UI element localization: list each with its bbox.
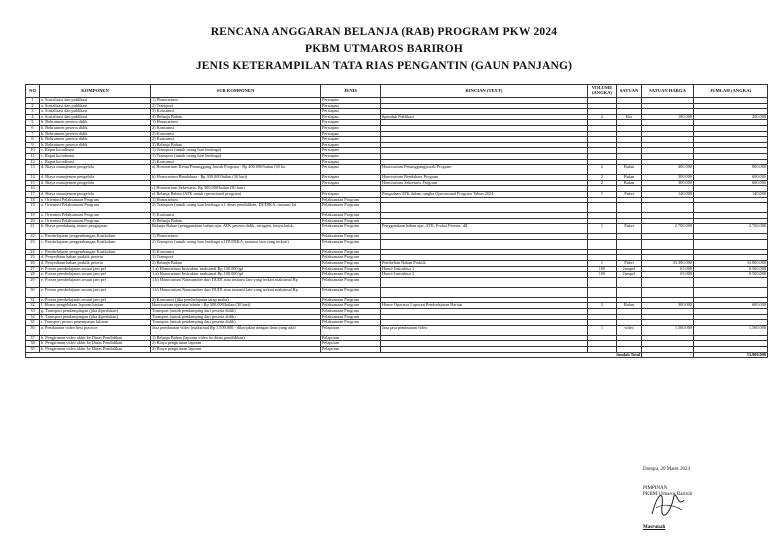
cell-no: 32 — [26, 303, 40, 309]
cell-sub: Belanja Bahan (penggandaan bahan ajar, ATK peserta didik, seragam, hasyu,batik, — [151, 224, 321, 234]
cell-jenis: Persiapan — [321, 165, 381, 175]
cell-sub: 3) Konsumsi — [151, 249, 321, 255]
cell-sub: 2) Konsumsi — [151, 125, 321, 131]
cell-sub: 1) Honorarium — [151, 120, 321, 126]
cell-sub: 2) Konsumsi — [151, 131, 321, 137]
cell-sub: Transport (untuk pendamping dari peserta didik) — [151, 314, 321, 320]
cell-no: 34 — [26, 314, 40, 320]
cell-jumlah — [694, 277, 768, 287]
cell-jenis: Persiapan — [321, 159, 381, 165]
cell-volume: 2 — [588, 114, 617, 120]
cell-jenis: Pelaksanaan Program — [321, 297, 381, 303]
cell-jenis: Pelaporan — [321, 347, 381, 353]
cell-satuan: Jampel — [617, 266, 642, 272]
cell-rincian: Spanduk Publikasi — [381, 114, 588, 120]
cell-no: 31 — [26, 297, 40, 303]
cell-sub: 2) Transport — [151, 103, 321, 109]
cell-volume: 2 — [588, 180, 617, 186]
cell-no: 15 — [26, 180, 40, 186]
cell-no: 12 — [26, 159, 40, 165]
cell-jenis: Pelaksanaan Program — [321, 224, 381, 234]
total-row — [26, 352, 768, 358]
cell-satuan: Jampel — [617, 272, 642, 278]
table-row — [26, 239, 768, 249]
cell-komponen: a. Sosialisasi dan publikasi — [40, 109, 151, 115]
cell-rincian: Honorarium Bendahara Program — [381, 175, 588, 181]
cell-sub: 1) Transport (untuk orang luar lembaga) — [151, 148, 321, 154]
cell-no: 36 — [26, 325, 40, 335]
cell-no: 10 — [26, 148, 40, 154]
cell-no: 3 — [26, 109, 40, 115]
cell-satuan: Paket — [617, 224, 642, 234]
cell-jenis: Pelaporan — [321, 341, 381, 347]
cell-sub: 1.b) Honorarium Narasumber dari DUDI atau instansi lain yang terkait maksimal Rp — [151, 287, 321, 297]
cell-sub: 2) Belanja Bahan — [151, 261, 321, 267]
cell-komponen: e. Proses pembelajaran sesuai jam pel — [40, 266, 151, 272]
cell-sub: 1) Belanja Bahan (laporan video ke dinas pendidikan) — [151, 335, 321, 341]
cell-sub: 2) Transport (untuk orang luar lembaga a.l DUDIKA, instansi lain yang terkait) — [151, 239, 321, 249]
cell-rincian: Honor Instruktur 1 — [381, 266, 588, 272]
cell-sub: 2) Transport (untuk orang luar lembaga a.l. dinas pendidikan, DUDIKA, instansi lai — [151, 203, 321, 213]
cell-komponen: b. Rekrutmen peserta didik — [40, 125, 151, 131]
cell-jenis: Persiapan — [321, 153, 381, 159]
cell-komponen: c. Pembelajaran pengembangan Kurikulum — [40, 234, 151, 240]
cell-sub: a) Honorarium Ketua/Penanggung Jawab Program : Rp 400.000/bulan (30 ha — [151, 165, 321, 175]
cell-jenis: Persiapan — [321, 137, 381, 143]
title-line-1: RENCANA ANGGARAN BELANJA (RAB) PROGRAM PKW 2024 — [210, 26, 558, 38]
cell-harga: 100.000 — [642, 114, 694, 120]
cell-jenis: Pelaksanaan Program — [321, 249, 381, 255]
cell-harga — [642, 277, 694, 287]
cell-harga: 65.000 — [642, 266, 694, 272]
cell-komponen: b. Pengiriman video akhir ke Dinas Pendidikan — [40, 335, 151, 341]
cell-volume: 1 — [588, 325, 617, 335]
cell-sub: 1.a) Honorarium Instruktur maksimal Rp 100.000/jpl — [151, 272, 321, 278]
cell-volume: 100 — [588, 272, 617, 278]
header-jenis: JENIS — [321, 85, 381, 98]
header-jumlah: JUMLAH (ANGKA) — [694, 85, 768, 98]
cell-no: 26 — [26, 261, 40, 267]
total-value: 53.900.000 — [694, 352, 768, 358]
cell-satuan: Bulan — [617, 180, 642, 186]
cell-komponen: d. Biaya manajemen pengelola — [40, 165, 151, 175]
cell-no: 8 — [26, 137, 40, 143]
cell-komponen: d. Penyediaan bahan praktik peserta — [40, 255, 151, 261]
cell-jumlah: 6.500.000 — [694, 266, 768, 272]
cell-no: 5 — [26, 120, 40, 126]
cell-satuan: Paket — [617, 261, 642, 267]
cell-no: 24 — [26, 249, 40, 255]
cell-jenis: Pelaksanaan Program — [321, 239, 381, 249]
cell-komponen: e. Proses pembelajaran sesuai jam pel — [40, 287, 151, 297]
cell-komponen: c. Rapat koordinasi — [40, 153, 151, 159]
cell-komponen: e. Proses pembelajaran sesuai jam pel — [40, 297, 151, 303]
cell-jenis: Pelaksanaan Program — [321, 197, 381, 203]
cell-jenis: Persiapan — [321, 175, 381, 181]
cell-sub: 1) Honorarium — [151, 197, 321, 203]
cell-jenis: Pelaksanaan Program — [321, 303, 381, 309]
cell-komponen: b. Pengiriman video akhir ke Dinas Pendidikan — [40, 347, 151, 353]
cell-volume — [588, 203, 617, 213]
table-row — [26, 203, 768, 213]
cell-komponen: d. Biaya manajemen pengelola — [40, 175, 151, 181]
cell-komponen: b. Biaya pendukung materi pengajaran — [40, 224, 151, 234]
cell-komponen: b. Rekrutmen peserta didik — [40, 137, 151, 143]
title-line-3: JENIS KETERAMPILAN TATA RIAS PENGANTIN (GAUN PANJANG) — [195, 60, 573, 72]
cell-no: 33 — [26, 309, 40, 315]
cell-no: 6 — [26, 125, 40, 131]
total-blank — [642, 352, 694, 358]
cell-satuan — [617, 277, 642, 287]
cell-sub: 3) Konsumsi — [151, 109, 321, 115]
cell-no: 25 — [26, 255, 40, 261]
header-no: NO — [26, 85, 40, 98]
cell-rincian: Honorarium Penanggungjawab Program — [381, 165, 588, 175]
cell-no: 35 — [26, 320, 40, 326]
cell-harga: 300.000 — [642, 175, 694, 181]
cell-sub: 1.a) Honorarium Instruktur maksimal Rp 100.000/jpl — [151, 266, 321, 272]
cell-no: 16 — [26, 186, 40, 192]
cell-jumlah: 1.560.000 — [694, 325, 768, 335]
cell-jenis: Persiapan — [321, 120, 381, 126]
cell-sub: b) Honorarium Bendahara : Rp 300.000/bulan (30 hari) — [151, 175, 321, 181]
header-sub-komponen: SUB KOMPONEN — [151, 85, 321, 98]
cell-jumlah: 33.800.000 — [694, 261, 768, 267]
cell-no: 39 — [26, 347, 40, 353]
cell-jenis: Persiapan — [321, 98, 381, 104]
table-row — [26, 287, 768, 297]
cell-satuan: Bulan — [617, 303, 642, 309]
document-title-block — [0, 24, 768, 75]
cell-jumlah: 200.000 — [694, 114, 768, 120]
cell-komponen: b. Rekrutmen peserta didik — [40, 142, 151, 148]
cell-harga: 300.000 — [642, 303, 694, 309]
cell-jenis: Pelaksanaan Program — [321, 255, 381, 261]
cell-komponen: c. Pembelajaran pengembangan Kurikulum — [40, 249, 151, 255]
cell-no: 13 — [26, 165, 40, 175]
cell-sub: 1) Honorarium — [151, 98, 321, 104]
rab-table — [25, 84, 768, 358]
cell-no: 22 — [26, 234, 40, 240]
cell-satuan: Eks — [617, 114, 642, 120]
cell-no: 29 — [26, 277, 40, 287]
cell-no: 28 — [26, 272, 40, 278]
cell-jenis: Persiapan — [321, 180, 381, 186]
cell-komponen: d. Biaya manajemen pengelola — [40, 180, 151, 186]
cell-komponen: e. Proses pembelajaran sesuai jam pel — [40, 277, 151, 287]
cell-no: 18 — [26, 197, 40, 203]
cell-rincian — [381, 203, 588, 213]
cell-sub: 2) Konsumsi — [151, 159, 321, 165]
cell-komponen: c. Pembelajaran pengembangan Kurikulum — [40, 239, 151, 249]
cell-jumlah: 2.700.000 — [694, 224, 768, 234]
cell-sub: 1) Transport — [151, 255, 321, 261]
cell-jenis: Persiapan — [321, 109, 381, 115]
cell-sub: 4) Belanja Bahan — [151, 114, 321, 120]
cell-komponen: g. Transport pendampingan (jika diperlukan) — [40, 309, 151, 315]
cell-volume — [588, 287, 617, 297]
cell-rincian: Jasa jasa pembuatan video — [381, 325, 588, 335]
total-label: Jumlah Total — [26, 352, 642, 358]
cell-sub: Honorarium operator/admin : Rp 300.000/bulan (30 hari) — [151, 303, 321, 309]
cell-satuan: Bulan — [617, 165, 642, 175]
cell-satuan — [617, 239, 642, 249]
cell-komponen: d. Penyediaan bahan praktik peserta — [40, 261, 151, 267]
cell-sub: 1.b) Honorarium Narasumber dari DUDI atau instansi lain yang terkait maksimal Rp — [151, 277, 321, 287]
cell-komponen: a. Orientasi Pelaksanaan Program — [40, 197, 151, 203]
cell-jumlah: 600.000 — [694, 180, 768, 186]
cell-jumlah: 140.000 — [694, 191, 768, 197]
table-row — [26, 325, 768, 335]
cell-rincian: Penggandaan bahan ajar, ATK, Proksi Peserta, dll — [381, 224, 588, 234]
cell-komponen: a. Sosialisasi dan publikasi — [40, 98, 151, 104]
cell-sub: c) Honorarium Sekretaris: Rp 300.000/bulan (30 hari) — [151, 186, 321, 192]
cell-komponen: a. Sosialisasi dan publikasi — [40, 103, 151, 109]
cell-harga: 65.000 — [642, 272, 694, 278]
signature-name: Masrunah — [643, 525, 666, 530]
cell-harga — [642, 203, 694, 213]
cell-sub: 4) Belanja Bahan — [151, 218, 321, 224]
cell-volume: 1 — [588, 191, 617, 197]
cell-no: 4 — [26, 114, 40, 120]
cell-no: 9 — [26, 142, 40, 148]
cell-jumlah: 600.000 — [694, 175, 768, 181]
cell-no: 37 — [26, 335, 40, 341]
cell-harga: 400.000 — [642, 165, 694, 175]
cell-jumlah — [694, 287, 768, 297]
cell-no: 17 — [26, 191, 40, 197]
cell-volume — [588, 277, 617, 287]
cell-jenis: Pelaporan — [321, 335, 381, 341]
cell-jenis: Pelaksanaan Program — [321, 261, 381, 267]
cell-sub: 1) Transport (untuk orang luar lembaga) — [151, 153, 321, 159]
header-volume: VOLUME (ANGKA) — [588, 85, 617, 98]
cell-satuan: Paket — [617, 191, 642, 197]
cell-rincian — [381, 287, 588, 297]
cell-rincian: Honor Operator Laporan Pembelajaran Harian — [381, 303, 588, 309]
cell-komponen: i. Transport proses penempatan lulusan — [40, 320, 151, 326]
cell-komponen: d. Biaya manajemen pengelola — [40, 191, 151, 197]
header-satuan: SATUAN — [617, 85, 642, 98]
cell-jenis: Pelaksanaan Program — [321, 213, 381, 219]
cell-jenis: Pelaksanaan Program — [321, 234, 381, 240]
table-row — [26, 165, 768, 175]
title-line-2: PKBM UTMAROS BARIROH — [305, 43, 463, 55]
cell-sub: e) Belanja Bahan (ATK untuk operasional program) — [151, 191, 321, 197]
cell-no: 1 — [26, 98, 40, 104]
cell-no: 23 — [26, 239, 40, 249]
signature-place-date: Dompu, 20 Maret 2024 — [643, 467, 690, 472]
cell-volume — [588, 239, 617, 249]
cell-jenis: Pelaksanaan Program — [321, 203, 381, 213]
cell-rincian: Pembelian Bahan Praktik — [381, 261, 588, 267]
cell-jenis: Pelaksanaan Program — [321, 272, 381, 278]
cell-jumlah: 800.000 — [694, 165, 768, 175]
cell-rincian — [381, 239, 588, 249]
cell-jenis: Pelaksanaan Program — [321, 287, 381, 297]
cell-komponen: b. Pengiriman video akhir ke Dinas Pendidikan — [40, 341, 151, 347]
cell-komponen: h. Transport pendampingan (jika diperlukan) — [40, 314, 151, 320]
cell-no: 38 — [26, 341, 40, 347]
cell-no: 27 — [26, 266, 40, 272]
cell-komponen: b. Rekrutmen peserta didik — [40, 120, 151, 126]
cell-no: 20 — [26, 218, 40, 224]
cell-harga — [642, 287, 694, 297]
cell-satuan — [617, 287, 642, 297]
cell-komponen: b. Rekrutmen peserta didik — [40, 131, 151, 137]
cell-komponen: c. Rapat koordinasi — [40, 148, 151, 154]
cell-jenis: Persiapan — [321, 114, 381, 120]
cell-volume: 2 — [588, 165, 617, 175]
signature-scribble-icon — [648, 486, 688, 520]
cell-jumlah — [694, 203, 768, 213]
cell-volume: 100 — [588, 266, 617, 272]
cell-sub: Transport (untuk pendamping dari peserta didik) — [151, 320, 321, 326]
cell-harga: 1.560.000 — [642, 325, 694, 335]
cell-no: 19 — [26, 203, 40, 213]
cell-satuan: Bulan — [617, 175, 642, 181]
cell-jenis: Persiapan — [321, 191, 381, 197]
cell-no: 21 — [26, 224, 40, 234]
cell-jumlah: 600.000 — [694, 303, 768, 309]
table-header-row — [26, 85, 768, 98]
cell-jenis: Pelaksanaan Program — [321, 266, 381, 272]
cell-jenis: Persiapan — [321, 142, 381, 148]
cell-komponen: f. Honor pengelolaan laporan harian — [40, 303, 151, 309]
cell-harga: 300.000 — [642, 180, 694, 186]
cell-sub: 1) Honorarium — [151, 234, 321, 240]
cell-rincian — [381, 277, 588, 287]
cell-harga: 2.700.000 — [642, 224, 694, 234]
cell-komponen: a. Orientasi Pelaksanaan Program — [40, 203, 151, 213]
cell-rincian: Honor Instruktur 2 — [381, 272, 588, 278]
cell-volume: 2 — [588, 303, 617, 309]
cell-jenis: Persiapan — [321, 148, 381, 154]
cell-jenis: Pelaksanaan Program — [321, 218, 381, 224]
cell-komponen: a. Orientasi Pelaksanaan Program — [40, 213, 151, 219]
cell-sub: 2) Konsumsi (jika pembelajaran tatap muka) — [151, 297, 321, 303]
cell-jumlah: 6.500.000 — [694, 272, 768, 278]
cell-jenis: Pelaksanaan Program — [321, 314, 381, 320]
cell-volume: 1 — [588, 224, 617, 234]
cell-jenis: Pelaksanaan Program — [321, 320, 381, 326]
cell-satuan — [617, 203, 642, 213]
cell-jenis: Pelaporan — [321, 325, 381, 335]
cell-jenis: Persiapan — [321, 103, 381, 109]
cell-jenis: Persiapan — [321, 125, 381, 131]
signature-org: PKBM Utmaros Bariroh — [643, 492, 693, 497]
cell-jenis: Persiapan — [321, 131, 381, 137]
cell-harga: 140.000 — [642, 191, 694, 197]
cell-no: 11 — [26, 153, 40, 159]
cell-no: 30 — [26, 287, 40, 297]
cell-volume: 1 — [588, 261, 617, 267]
cell-satuan: video — [617, 325, 642, 335]
cell-sub: 2) Biaya pengiriman laporan — [151, 347, 321, 353]
table-row — [26, 224, 768, 234]
cell-harga — [642, 239, 694, 249]
cell-harga: 33.300.000 — [642, 261, 694, 267]
cell-komponen: a. Sosialisasi dan publikasi — [40, 114, 151, 120]
cell-rincian: Pengadaan ATK dalam rangka Operasional Program Tahun 2024 — [381, 191, 588, 197]
cell-jenis: Pelaksanaan Program — [321, 309, 381, 315]
header-harga: SATUAN HARGA — [642, 85, 694, 98]
cell-no: 7 — [26, 131, 40, 137]
cell-sub: 2) Konsumsi — [151, 137, 321, 143]
cell-komponen: a. Pembuatan video best practice — [40, 325, 151, 335]
cell-komponen: a. Orientasi Pelaksanaan Program — [40, 218, 151, 224]
signature-role: PIMPINAN — [643, 486, 668, 491]
cell-sub: Transport (untuk pendamping dari peserta didik) — [151, 309, 321, 315]
cell-komponen: e. Proses pembelajaran sesuai jam pel — [40, 272, 151, 278]
cell-komponen: c. Rapat koordinasi — [40, 159, 151, 165]
cell-no: 14 — [26, 175, 40, 181]
cell-sub: 2) Biaya pengiriman laporan — [151, 341, 321, 347]
cell-sub: 3) Belanja Bahan — [151, 142, 321, 148]
cell-no: 19 — [26, 213, 40, 219]
cell-volume: 2 — [588, 175, 617, 181]
cell-rincian: Honorarium Sekretaris Program — [381, 180, 588, 186]
cell-no: 2 — [26, 103, 40, 109]
header-komponen: KOMPONEN — [40, 85, 151, 98]
cell-jumlah — [694, 239, 768, 249]
table-row — [26, 277, 768, 287]
cell-jenis: Pelaksanaan Program — [321, 277, 381, 287]
table-body — [26, 98, 768, 353]
header-rincian: RINCIAN (TEXT) — [381, 85, 588, 98]
cell-sub: Jasa pembuatan video (maksimal Rp 1.500.000,- dikerjakan dengan dana yang ada) — [151, 325, 321, 335]
cell-sub: 3) Konsumsi — [151, 213, 321, 219]
